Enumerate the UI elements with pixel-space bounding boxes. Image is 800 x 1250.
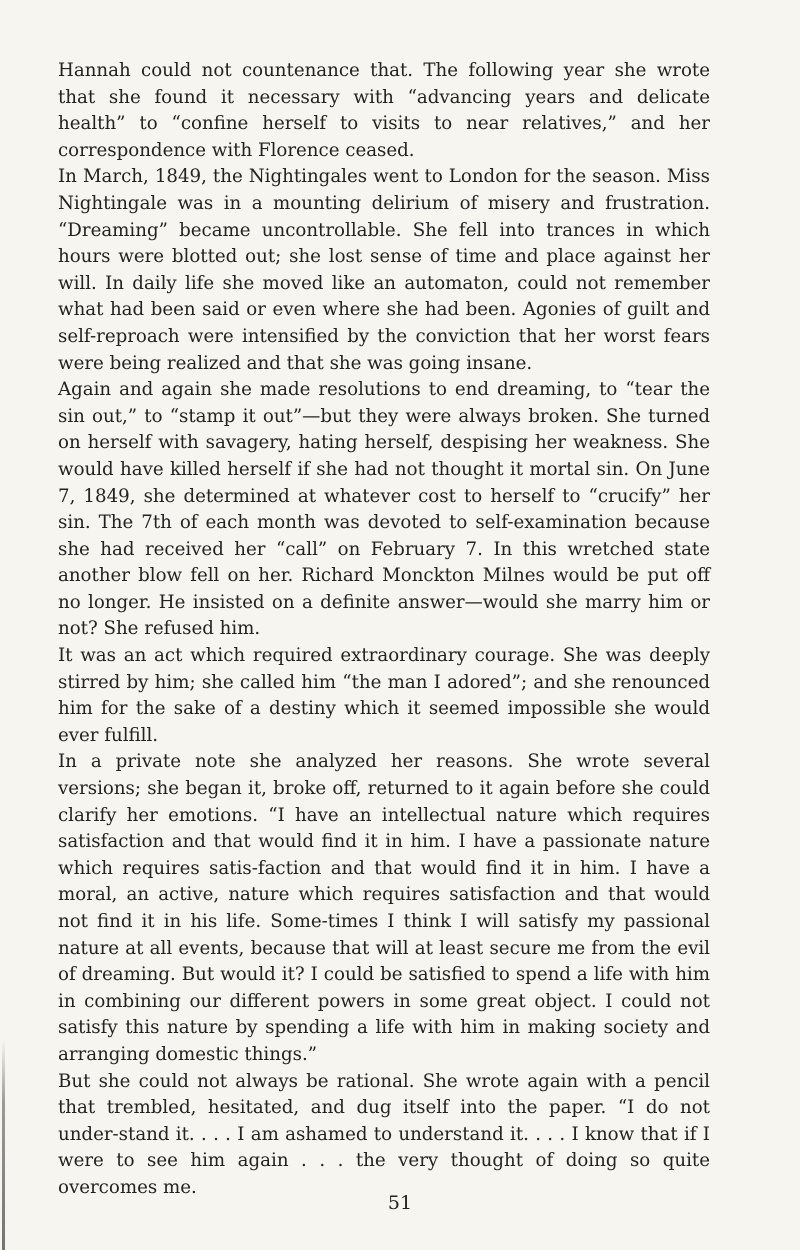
paragraph-1: Hannah could not countenance that. The following year she wrote that she found it necessary with “advancing years and delicate health” to “confine herself to visits to near relatives,” and her correspondence with Florence ceased.	[58, 60, 710, 161]
paragraph-4: It was an act which required extraordinary courage. She was deeply stirred by him; she called him “the man I adored”; and she renounced him for the sake of a destiny which it seemed impossible she would ever fulfill.	[58, 645, 710, 746]
paragraph-2: In March, 1849, the Nightingales went to London for the season. Miss Nightingale was in a mounting delirium of misery and frustration. “Dreaming” became uncontrollable. She fell into trances in which hours were blotted out; she lost sense of time and place against her will. In daily life she moved like an automaton, could not remember what had been said or even where she had been. Agonies of guilt and self-reproach were intensified by the conviction that her worst fears were being realized and that she was going insane.	[58, 166, 710, 374]
binding-shadow	[2, 1040, 5, 1250]
paragraph-3: Again and again she made resolutions to end dreaming, to “tear the sin out,” to “stamp it out”—but they were always broken. She turned on herself with savagery, hating herself, despising her weakness. She would have killed herself if she had not thought it mortal sin. On June 7, 1849, she determined at whatever cost to herself to “crucify” her sin. The 7th of each month was devoted to self-examination because she had received her “call” on February 7. In this wretched state another blow fell on her. Richard Monckton Milnes would be put off no longer. He insisted on a definite answer—would she marry him or not? She refused him.	[58, 379, 710, 640]
page-number: 51	[387, 1192, 413, 1214]
body-text	[58, 58, 710, 1202]
paragraph-5: In a private note she analyzed her reasons. She wrote several versions; she began it, broke off, returned to it again before she could clarify her emotions. “I have an intellectual nature which requires satisfaction and that would find it in him. I have a passionate nature which requires satis-faction and that would find it in him. I have a moral, an active, nature which requires satisfaction and that would not find it in his life. Some-times I think I will satisfy my passional nature at all events, because that will at least secure me from the evil of dreaming. But would it? I could be satisfied to spend a life with him in combining our different powers in some great object. I could not satisfy this nature by spending a life with him in making society and arranging domestic things.”	[58, 751, 710, 1065]
paragraph-6: But she could not always be rational. She wrote again with a pencil that trembled, hesitated, and dug itself into the paper. “I do not under-stand it. . . . I am ashamed to understand it. . . . I know that if I were to see him again . . . the very thought of doing so quite overcomes me.	[58, 1070, 710, 1198]
